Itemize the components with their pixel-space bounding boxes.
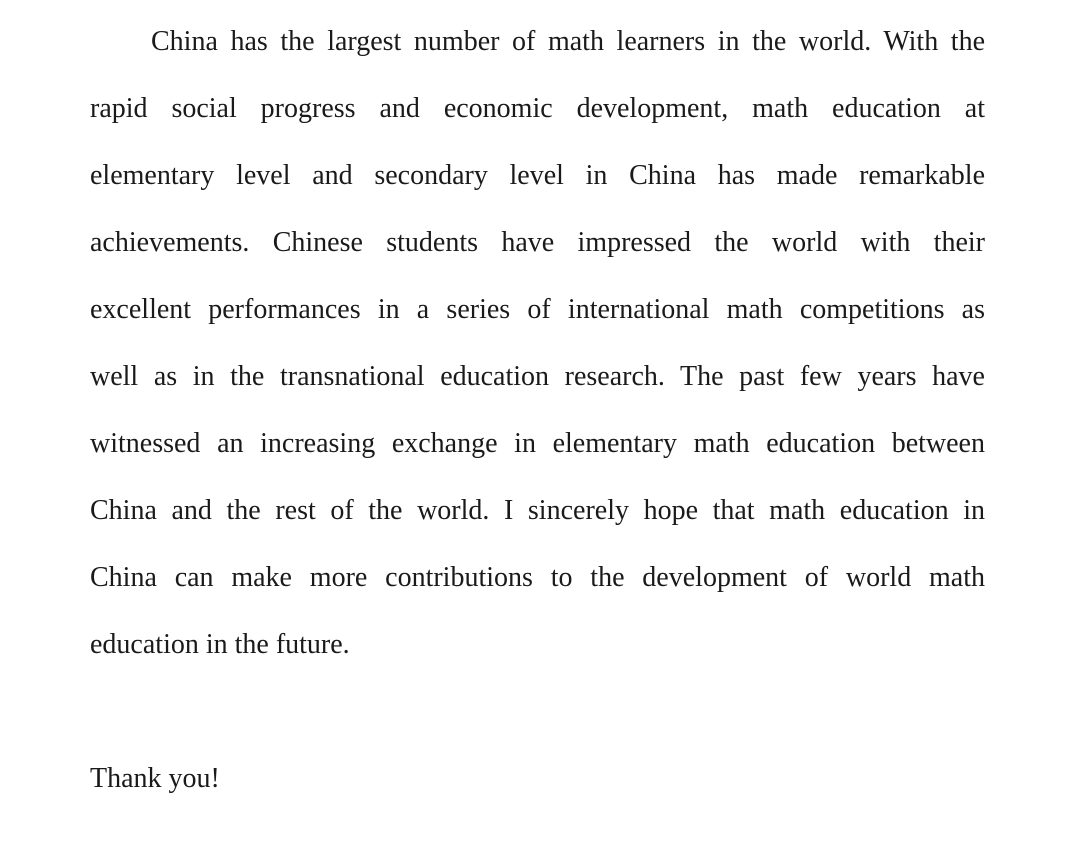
closing-text: Thank you! [90, 763, 220, 794]
paragraph-line: education in the future. [90, 629, 350, 660]
paragraph-line: elementary level and secondary level in China has made remarkable [90, 160, 985, 191]
paragraph-line: rapid social progress and economic development, math education at [90, 93, 985, 124]
paragraph-line: excellent performances in a series of international math competitions as [90, 294, 985, 325]
paragraph-line: China has the largest number of math learners in the world. With the [151, 26, 985, 57]
paragraph-line: China can make more contributions to the development of world math [90, 562, 985, 593]
paragraph-line: well as in the transnational education research. The past few years have [90, 361, 985, 392]
paragraph-line: China and the rest of the world. I sincerely hope that math education in [90, 495, 985, 526]
paragraph-line: achievements. Chinese students have impressed the world with their [90, 227, 985, 258]
paragraph-line: witnessed an increasing exchange in elementary math education between [90, 428, 985, 459]
